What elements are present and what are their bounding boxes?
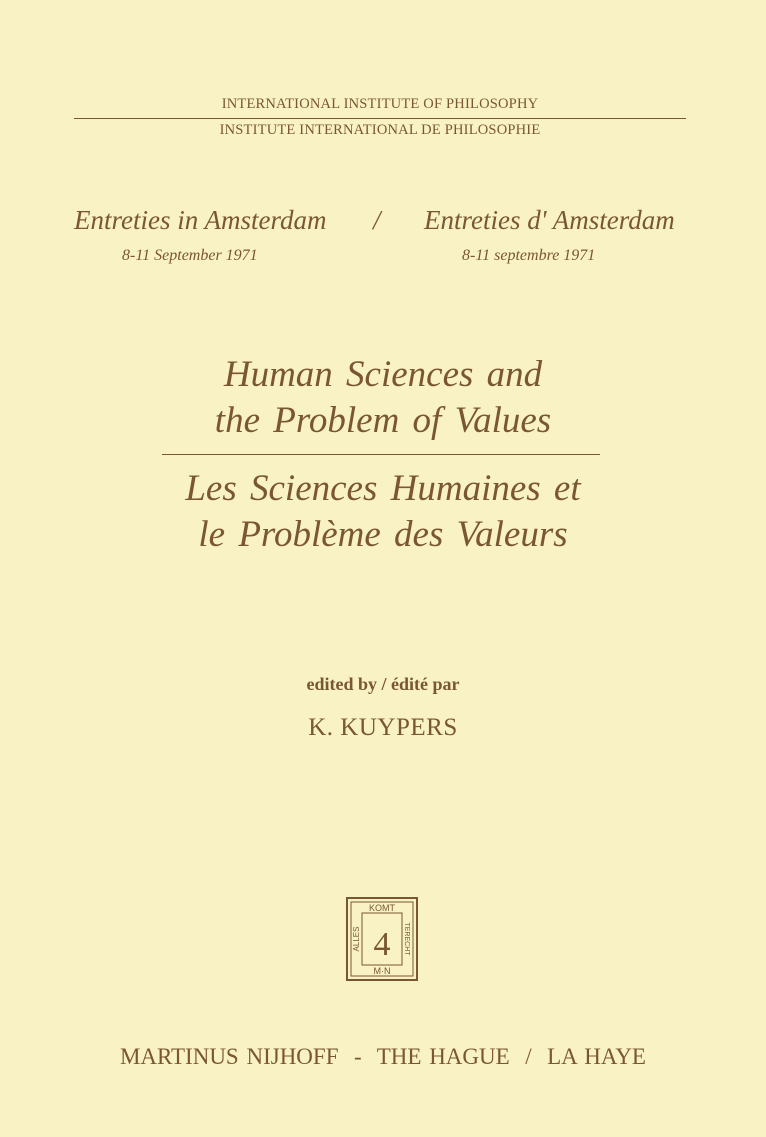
institute-divider: [74, 118, 686, 119]
svg-text:ALLES: ALLES: [352, 926, 361, 952]
publisher-line: MARTINUS NIJHOFF - THE HAGUE / LA HAYE: [119, 1044, 646, 1069]
series-date-fr: 8-11 septembre 1971: [462, 247, 596, 264]
publisher-emblem-icon: [346, 897, 418, 981]
svg-text:4: 4: [373, 926, 391, 963]
svg-text:TERECHT: TERECHT: [403, 922, 410, 956]
book-title-en-line2: the Problem of Values: [214, 400, 552, 441]
series-separator: /: [373, 205, 381, 235]
series-title-en: Entreties in Amsterdam: [74, 205, 327, 235]
series-date-en: 8-11 September 1971: [122, 247, 258, 264]
institute-name-fr: INSTITUTE INTERNATIONAL DE PHILOSOPHIE: [219, 122, 541, 138]
editor-label: edited by / édité par: [306, 674, 460, 694]
svg-text:M·N: M·N: [373, 966, 391, 976]
institute-name-en: INTERNATIONAL INSTITUTE OF PHILOSOPHY: [221, 96, 539, 112]
editor-name: K. KUYPERS: [308, 714, 458, 741]
book-title-en-line1: Human Sciences and: [223, 354, 543, 395]
book-title-fr-line1: Les Sciences Humaines et: [185, 468, 581, 509]
svg-text:KOMT: KOMT: [369, 903, 395, 913]
series-title-fr: Entreties d' Amsterdam: [424, 205, 675, 235]
book-title-fr-line2: le Problème des Valeurs: [198, 514, 568, 555]
title-divider: [162, 454, 600, 455]
